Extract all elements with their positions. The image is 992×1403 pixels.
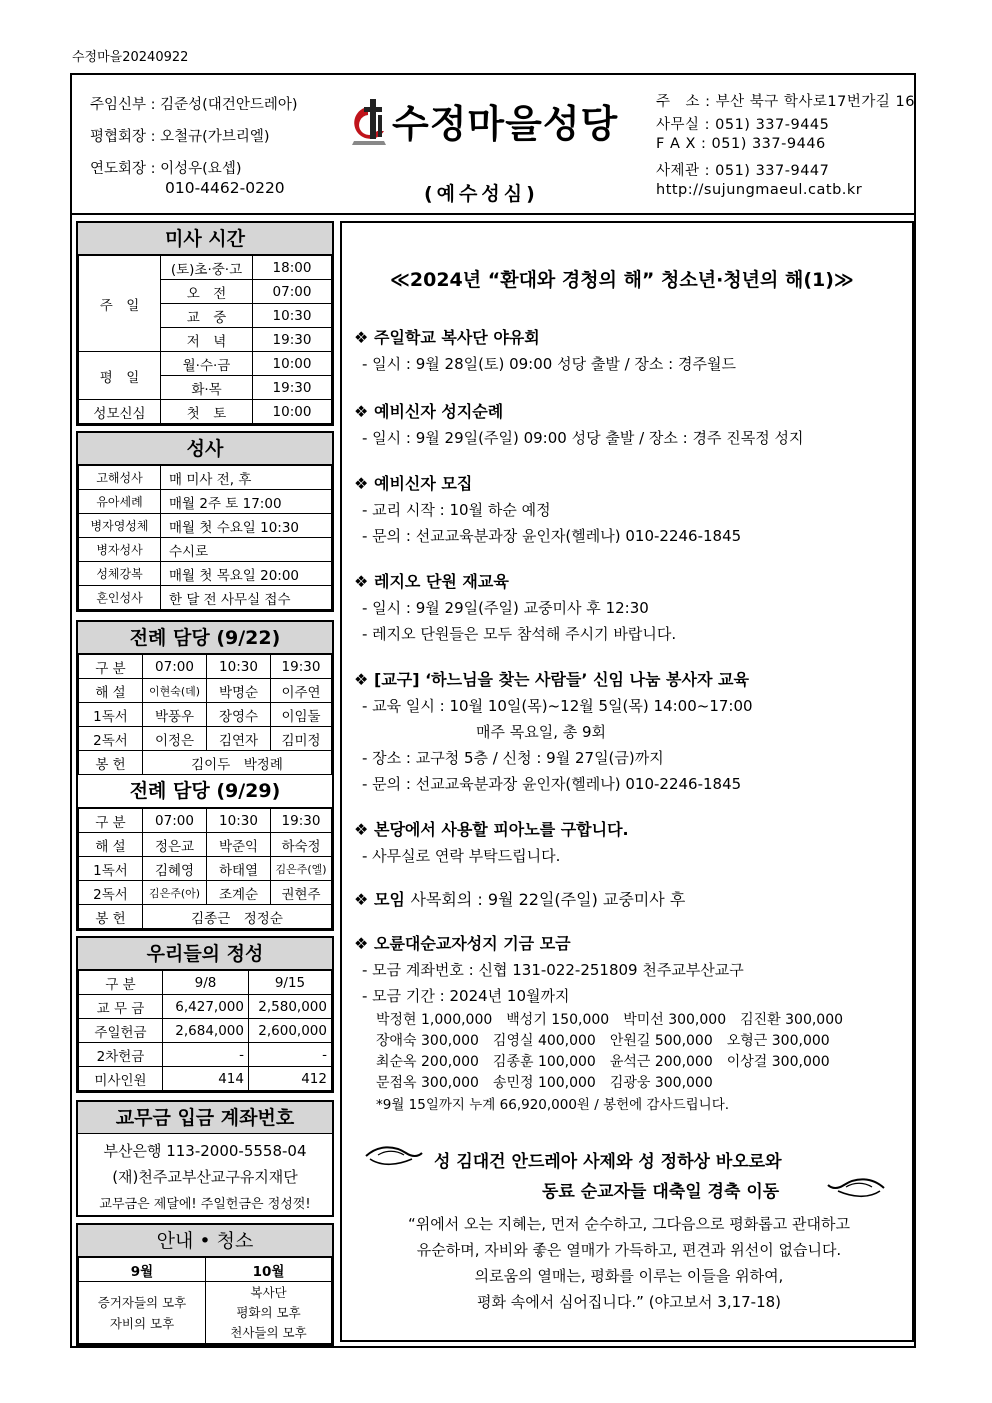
mass-time: 10:00 — [253, 400, 332, 424]
table-row — [79, 703, 332, 727]
marian-label: 성모신심 — [79, 400, 161, 424]
table-row — [79, 1067, 332, 1091]
sacrament-name: 유아세례 — [79, 490, 161, 514]
sacrament-value: 매월 2주 토 17:00 — [161, 490, 332, 514]
role-label: 해 설 — [79, 833, 143, 857]
section-title: [교구] ‘하느님을 찾는 사람들’ 신임 나눔 봉사자 교육 — [374, 670, 749, 689]
mass-name: 교 중 — [161, 304, 253, 328]
donor-list-line: 최순옥 200,000 김종훈 100,000 윤석근 200,000 이상걸 300,000 — [376, 1054, 830, 1070]
bulletin-header — [72, 75, 914, 215]
table-row — [79, 655, 332, 679]
role-label: 1독서 — [79, 703, 143, 727]
weekday-label: 평 일 — [79, 352, 161, 400]
sacrament-value: 매 미사 전, 후 — [161, 466, 332, 490]
section-title: 모임 — [374, 890, 405, 909]
mass-times-table — [78, 255, 332, 424]
section-title: 본당에서 사용할 피아노를 구합니다. — [374, 820, 629, 839]
notices-main-title: ≪2024년 “환대와 경청의 해” 청소년·청년의 해(1)≫ — [390, 269, 854, 291]
office-phone: 사무실 : 051) 337-9445 — [656, 117, 830, 133]
table-row — [79, 679, 332, 703]
assignee: 김혜영 — [143, 857, 207, 881]
notice-piano-title — [354, 817, 629, 840]
column-header: 10월 — [206, 1258, 332, 1282]
table-row — [79, 881, 332, 905]
assignee: 박명순 — [207, 679, 271, 703]
yeondo-phone: 010-4462-0220 — [165, 179, 285, 197]
group-name: 복사단 — [250, 1284, 287, 1300]
sacrament-value: 매월 첫 수요일 10:30 — [161, 514, 332, 538]
group-name: 자비의 모후 — [109, 1315, 175, 1331]
bulletin-frame — [70, 73, 916, 1348]
offering-type: 2차헌금 — [79, 1043, 163, 1067]
column-header: 구 분 — [79, 809, 143, 833]
mass-name: 오 전 — [161, 280, 253, 304]
table-row — [79, 490, 332, 514]
notice-line: - 레지오 단원들은 모두 참석해 주시기 바랍니다. — [362, 625, 677, 643]
column-header: 구 분 — [79, 971, 163, 995]
notice-line: - 교리 시작 : 10월 하순 예정 — [362, 501, 551, 519]
mass-name: 첫 토 — [161, 400, 253, 424]
notice-line: 매주 목요일, 총 9회 — [476, 723, 607, 741]
table-row — [79, 514, 332, 538]
notice-line: - 교육 일시 : 10월 10일(목)~12월 5일(목) 14:00~17:00 — [362, 697, 753, 715]
notice-fund-title — [354, 931, 571, 954]
assignee: 박준익 — [207, 833, 271, 857]
sacrament-name: 고해성사 — [79, 466, 161, 490]
mass-times-box — [76, 221, 334, 426]
group-name: 천사들의 모후 — [230, 1324, 307, 1340]
mass-time: 18:00 — [253, 256, 332, 280]
meeting-detail: 사목회의 : 9월 22일(주일) 교중미사 후 — [410, 890, 686, 909]
sacrament-name: 병자영성체 — [79, 514, 161, 538]
role-label: 2독서 — [79, 881, 143, 905]
sacrament-name: 병자성사 — [79, 538, 161, 562]
diamond-icon: ❖ — [354, 820, 369, 839]
document-id: 수정마을20240922 — [72, 50, 189, 65]
weekly-theme: (예수성심) — [424, 183, 539, 205]
parish-name: 수정마을성당 — [392, 102, 619, 146]
scripture-quote-line: 평화 속에서 심어집니다.” (야고보서 3,17-18) — [476, 1293, 782, 1311]
table-row — [79, 857, 332, 881]
sunday-label: 주 일 — [79, 256, 161, 352]
table-row — [79, 809, 332, 833]
section-title: 오륜대순교자성지 기금 모금 — [374, 934, 571, 953]
table-row — [79, 751, 332, 775]
september-groups — [79, 1282, 206, 1344]
diamond-icon: ❖ — [354, 934, 369, 953]
liturgy-table-0922 — [78, 654, 332, 775]
sacrament-value: 매월 첫 목요일 20:00 — [161, 562, 332, 586]
column-header: 10:30 — [207, 809, 271, 833]
table-row — [79, 256, 332, 280]
notice-line: - 일시 : 9월 29일(주일) 교중미사 후 12:30 — [362, 599, 649, 617]
offering-amount: 6,427,000 — [163, 995, 249, 1019]
mass-name: 월·수·금 — [161, 352, 253, 376]
sacrament-value: 한 달 전 사무실 접수 — [161, 586, 332, 610]
bank-account: 부산은행 113-2000-5558-04 — [103, 1142, 307, 1160]
notice-line: - 장소 : 교구청 5층 / 신청 : 9월 27일(금)까지 — [362, 749, 664, 767]
role-label: 1독서 — [79, 857, 143, 881]
mass-times-title: 미사 시간 — [78, 223, 332, 255]
donor-list-line: 문점옥 300,000 송민정 100,000 김광웅 300,000 — [376, 1075, 713, 1091]
flourish-left-icon — [364, 1143, 424, 1169]
table-row — [79, 1043, 332, 1067]
pastor-info: 주임신부 : 김준성(대건안드레아) — [90, 97, 298, 113]
section-title: 예비신자 모집 — [374, 474, 473, 493]
liturgy-title-0929: 전례 담당 (9/29) — [78, 775, 332, 808]
mass-time: 07:00 — [253, 280, 332, 304]
offering-type: 주일헌금 — [79, 1019, 163, 1043]
offering-amount: 412 — [249, 1067, 332, 1091]
group-name: 평화의 모후 — [236, 1304, 301, 1320]
assignee: 하태열 — [207, 857, 271, 881]
liturgy-box-0922 — [76, 620, 334, 777]
diamond-icon: ❖ — [354, 670, 369, 689]
offerings-box — [76, 936, 334, 1093]
table-row — [79, 562, 332, 586]
sacraments-box — [76, 431, 334, 612]
column-header: 19:30 — [271, 655, 332, 679]
notice-pilgrimage-title — [354, 399, 503, 422]
diamond-icon: ❖ — [354, 328, 369, 347]
diamond-icon: ❖ — [354, 572, 369, 591]
offering-amount: 2,600,000 — [249, 1019, 332, 1043]
mass-name: 저 녁 — [161, 328, 253, 352]
assignee: 하숙정 — [271, 833, 332, 857]
cleaning-table — [78, 1257, 332, 1344]
table-row — [79, 352, 332, 376]
table-row — [79, 586, 332, 610]
table-row — [79, 727, 332, 751]
table-row — [79, 905, 332, 929]
feast-title-line2: 동료 순교자들 대축일 경축 이동 — [542, 1182, 780, 1202]
offering-amount: 2,684,000 — [163, 1019, 249, 1043]
column-header: 9월 — [79, 1258, 206, 1282]
table-row — [79, 400, 332, 424]
fax-number: F A X : 051) 337-9446 — [656, 136, 826, 152]
notice-line: - 일시 : 9월 28일(토) 09:00 성당 출발 / 장소 : 경주월드 — [362, 355, 736, 373]
october-groups — [206, 1282, 332, 1344]
column-header: 07:00 — [143, 809, 207, 833]
role-label: 봉 헌 — [79, 905, 143, 929]
assignee: 김연자 — [207, 727, 271, 751]
assignee: 김은주(엘) — [271, 857, 332, 881]
account-box — [76, 1100, 334, 1217]
feast-title-line1: 성 김대건 안드레아 사제와 성 정하상 바오로와 — [434, 1152, 782, 1172]
role-label: 해 설 — [79, 679, 143, 703]
donor-total: *9월 15일까지 누계 66,920,000원 / 봉헌에 감사드립니다. — [376, 1097, 730, 1113]
notice-meeting — [354, 887, 685, 910]
notice-line: - 모금 계좌번호 : 신협 131-022-251809 천주교부산교구 — [362, 961, 744, 979]
address: 주 소 : 부산 북구 학사로17번가길 16 — [656, 94, 915, 110]
liturgy-title-0922: 전례 담당 (9/22) — [78, 622, 332, 654]
notice-line: - 문의 : 선교교육분과장 윤인자(헬레나) 010-2246-1845 — [362, 775, 742, 793]
scripture-quote-line: 유순하며, 자비와 좋은 열매가 가득하고, 편견과 위선이 없습니다. — [416, 1241, 842, 1259]
sacrament-name: 성체강복 — [79, 562, 161, 586]
yeondo-president: 연도회장 : 이성우(요셉) — [90, 161, 242, 177]
notices-panel — [340, 221, 914, 1342]
table-row — [79, 466, 332, 490]
role-label: 2독서 — [79, 727, 143, 751]
column-header: 구 분 — [79, 655, 143, 679]
assignee: 장영수 — [207, 703, 271, 727]
assignee: 김미정 — [271, 727, 332, 751]
offerings-title: 우리들의 정성 — [78, 938, 332, 970]
offering-amount: 414 — [163, 1067, 249, 1091]
offering-amount: - — [249, 1043, 332, 1067]
assignee: 이임둘 — [271, 703, 332, 727]
assignee: 권현주 — [271, 881, 332, 905]
table-row — [79, 1258, 332, 1282]
account-note: 교무금은 제달에! 주일헌금은 정성껏! — [99, 1197, 311, 1212]
sacraments-table — [78, 465, 332, 610]
group-name: 증거자들의 모후 — [97, 1294, 187, 1310]
notice-legio-title — [354, 569, 509, 592]
assignee: 조계순 — [207, 881, 271, 905]
section-title: 레지오 단원 재교육 — [374, 572, 509, 591]
diamond-icon: ❖ — [354, 402, 369, 421]
column-header: 9/15 — [249, 971, 332, 995]
notice-line: - 일시 : 9월 29일(주일) 09:00 성당 출발 / 장소 : 경주 진목정 성지 — [362, 429, 804, 447]
assignee: 김은주(아) — [143, 881, 207, 905]
assignee: 이정은 — [143, 727, 207, 751]
mass-time: 10:30 — [253, 304, 332, 328]
table-row — [79, 833, 332, 857]
liturgy-table-0929 — [78, 808, 332, 929]
column-header: 19:30 — [271, 809, 332, 833]
offering-type: 교 무 금 — [79, 995, 163, 1019]
notice-line: - 모금 기간 : 2024년 10월까지 — [362, 987, 570, 1005]
mass-name: (토)초·중·고 — [161, 256, 253, 280]
notice-catechumen-title — [354, 471, 472, 494]
table-row — [79, 538, 332, 562]
mass-name: 화·목 — [161, 376, 253, 400]
notice-altar-servers-title — [354, 325, 540, 348]
cleaning-title: 안내 • 청소 — [78, 1225, 332, 1257]
table-row — [79, 971, 332, 995]
section-title: 예비신자 성지순례 — [374, 402, 504, 421]
account-title: 교무금 입금 계좌번호 — [78, 1102, 332, 1134]
sacrament-value: 수시로 — [161, 538, 332, 562]
notice-diocese-title — [354, 667, 749, 690]
flourish-right-icon — [826, 1175, 886, 1201]
offering-amount: - — [163, 1043, 249, 1067]
assignee: 정은교 — [143, 833, 207, 857]
donor-list-line: 박정현 1,000,000 백성기 150,000 박미선 300,000 김진환 300,000 — [376, 1012, 844, 1028]
assignee: 이현숙(데) — [143, 679, 207, 703]
scripture-quote-line: “위에서 오는 지혜는, 먼저 순수하고, 그다음으로 평화롭고 관대하고 — [408, 1215, 850, 1233]
donor-list-line: 장애숙 300,000 김영실 400,000 안원길 500,000 오형근 300,000 — [376, 1033, 830, 1049]
scripture-quote-line: 의로움의 열매는, 평화를 이루는 이들을 위하여, — [474, 1267, 784, 1285]
column-header: 10:30 — [207, 655, 271, 679]
rectory-phone: 사제관 : 051) 337-9447 — [656, 163, 830, 179]
column-header: 9/8 — [163, 971, 249, 995]
mass-time: 19:30 — [253, 328, 332, 352]
liturgy-box-0929 — [76, 775, 334, 931]
notice-line: - 사무실로 연락 부탁드립니다. — [362, 847, 561, 865]
mass-time: 19:30 — [253, 376, 332, 400]
table-row — [79, 995, 332, 1019]
column-header: 07:00 — [143, 655, 207, 679]
notice-line: - 문의 : 선교교육분과장 윤인자(헬레나) 010-2246-1845 — [362, 527, 742, 545]
mass-time: 10:00 — [253, 352, 332, 376]
role-label: 봉 헌 — [79, 751, 143, 775]
section-title: 주일학교 복사단 야유회 — [374, 328, 540, 347]
diamond-icon: ❖ — [354, 474, 369, 493]
website-link[interactable]: http://sujungmaeul.catb.kr — [656, 182, 863, 198]
offerings-table — [78, 970, 332, 1091]
diamond-icon: ❖ — [354, 890, 369, 909]
table-row — [79, 1282, 332, 1344]
parish-logo — [344, 97, 392, 149]
assignee: 이주연 — [271, 679, 332, 703]
account-holder: (재)천주교부산교구유지재단 — [112, 1168, 298, 1186]
offering-assignees: 김종근 정정순 — [143, 905, 332, 929]
offering-amount: 2,580,000 — [249, 995, 332, 1019]
council-president: 평협회장 : 오철규(가브리엘) — [90, 129, 270, 145]
cleaning-box — [76, 1223, 334, 1346]
offering-assignees: 김이두 박정례 — [143, 751, 332, 775]
table-row — [79, 1019, 332, 1043]
assignee: 박풍우 — [143, 703, 207, 727]
sacrament-name: 혼인성사 — [79, 586, 161, 610]
offering-type: 미사인원 — [79, 1067, 163, 1091]
sacraments-title: 성사 — [78, 433, 332, 465]
